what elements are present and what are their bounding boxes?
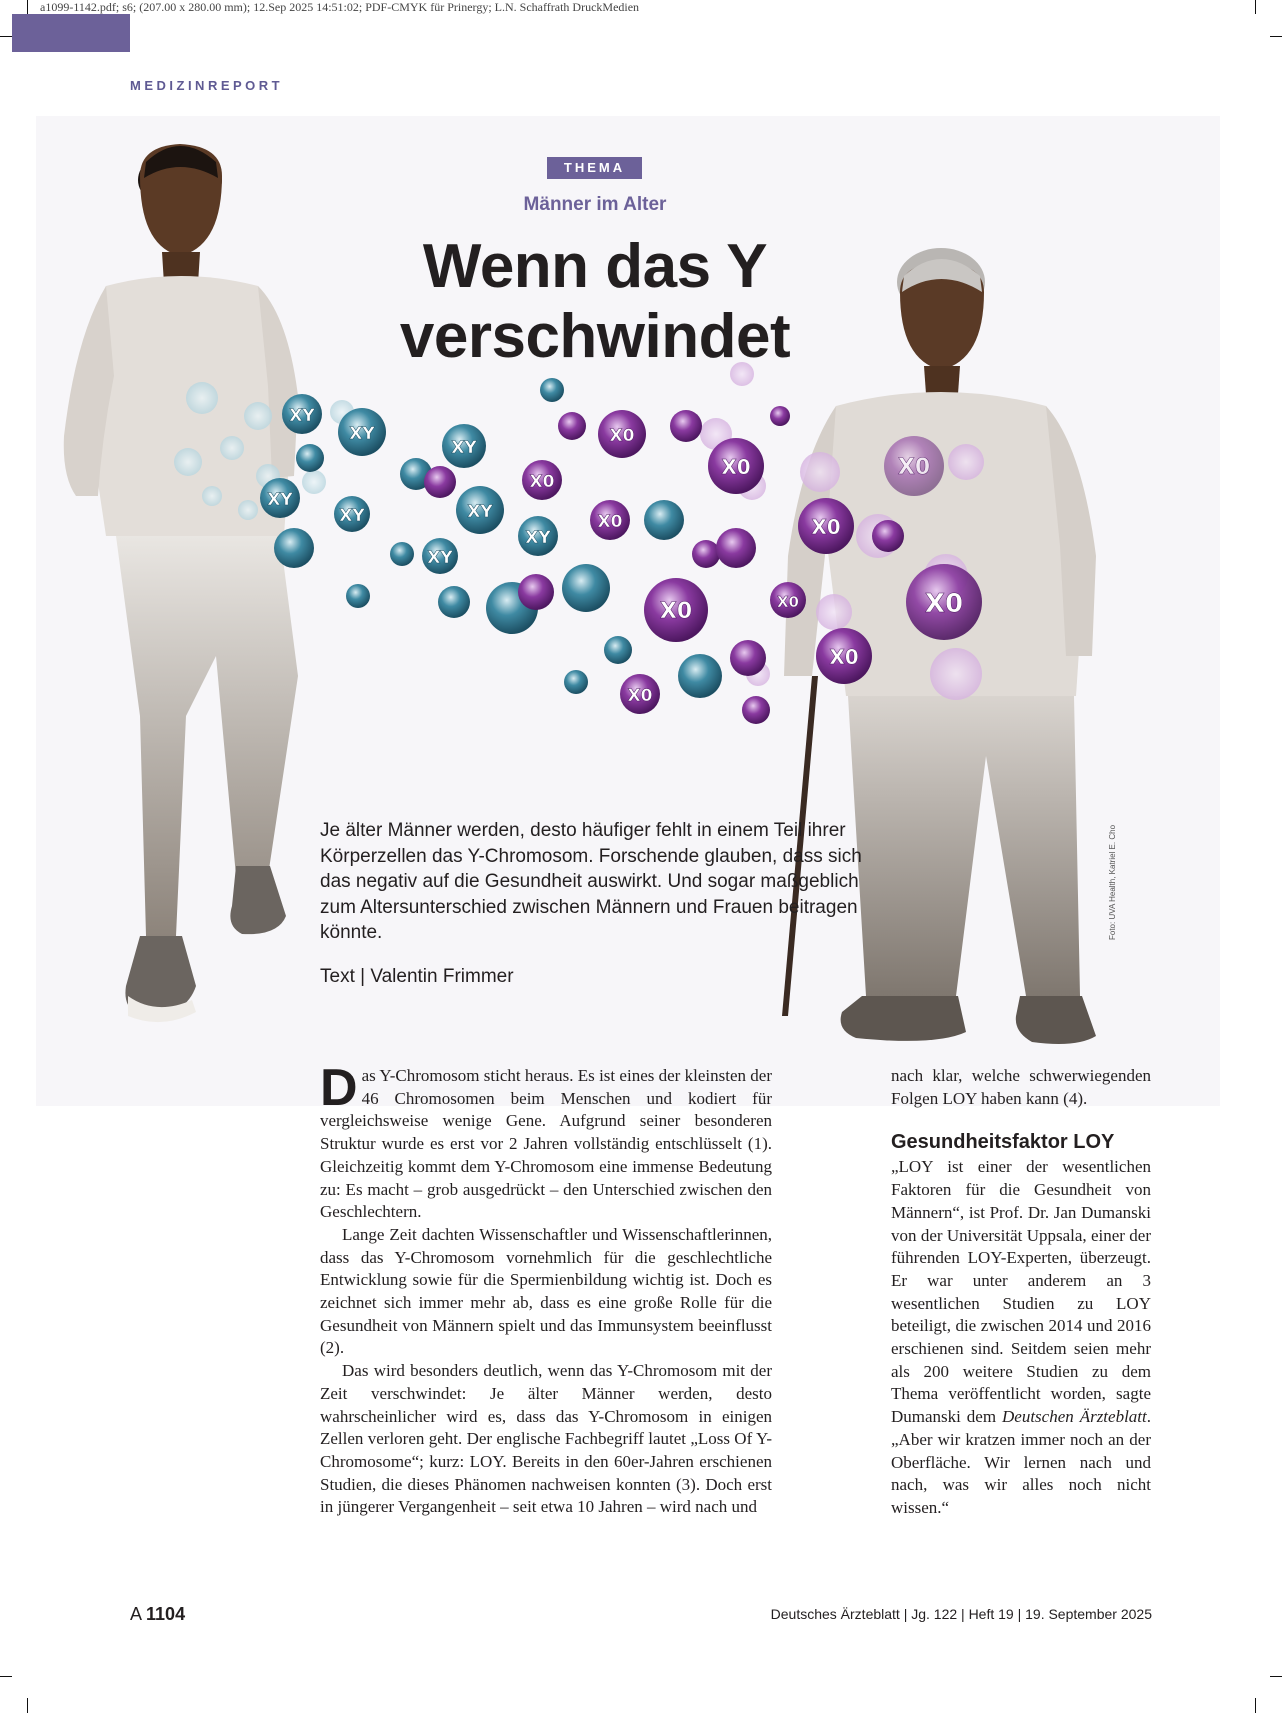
journal-info: Deutsches Ärzteblatt | Jg. 122 | Heft 19 | 19. September 2025 — [770, 1606, 1152, 1622]
headline-line-1: Wenn das Y — [422, 232, 768, 301]
crop-mark — [0, 36, 12, 37]
article-column-2 — [891, 1065, 1151, 1520]
svg-text:X0: X0 — [597, 512, 623, 532]
svg-text:X0: X0 — [529, 472, 555, 492]
paragraph-4-text-end: . „Aber wir kratzen immer noch an der Oberfläche. Wir lernen nach und nach, was wir alles noch nicht wissen.“ — [891, 1407, 1151, 1517]
svg-text:X0: X0 — [659, 599, 693, 624]
page-number-value: 1104 — [146, 1604, 186, 1624]
svg-text:X0: X0 — [609, 426, 635, 446]
crop-mark — [27, 0, 28, 14]
paragraph-4 — [891, 1156, 1151, 1519]
svg-text:X0: X0 — [811, 515, 841, 539]
section-label: MEDIZINREPORT — [130, 78, 284, 93]
svg-text:X0: X0 — [776, 593, 800, 611]
crop-mark — [1255, 1698, 1256, 1713]
photo-credit: Foto: UVA Health, Katriel E. Cho — [1108, 824, 1117, 940]
svg-text:X0: X0 — [627, 686, 653, 706]
svg-text:XY: XY — [467, 502, 493, 522]
journal-name-italic: Deutschen Ärzteblatt — [1002, 1407, 1147, 1427]
paragraph-1-text: as Y-Chromosom sticht heraus. Es ist eines der kleinsten der 46 Chromosomen beim Menschen und kodiert für vergleichsweise wenige Gene. Aufgrund seiner besonderen Struktur wurde es erst vor 2 Jahren vollständig entschlüsselt (1). Gleichzeitig kommt dem Y-Chromosom eine immense Bedeutung zu: Es macht – grob ausgedrückt – den Unterschied zwischen den Geschlechtern. — [320, 1066, 772, 1222]
lead-paragraph: Je älter Männer werden, desto häufiger fehlt in einem Teil ihrer Körperzellen das Y-Chromosom. Forschende glauben, dass sich das negativ auf die Gesundheit auswirkt. Und sogar maßgeblich zum Altersunterschied zwischen Männern und Frauen beitragen könnte. — [320, 820, 862, 943]
svg-text:XY: XY — [427, 548, 453, 568]
kicker: Männer im Alter — [523, 194, 667, 215]
svg-text:XY: XY — [267, 490, 293, 510]
svg-text:X0: X0 — [829, 645, 859, 669]
svg-text:XY: XY — [451, 438, 477, 458]
svg-text:XY: XY — [339, 506, 365, 526]
topic-tag: THEMA — [547, 157, 642, 179]
page-prefix: A — [130, 1604, 142, 1624]
paragraph-3: Das wird besonders deutlich, wenn das Y-Chromosom mit der Zeit verschwindet: Je älter Männer werden, desto wahrscheinlicher wird es, dass das Y-Chromosom in einigen Zellen verloren geht. Der englische Fachbegriff lautet „Loss Of Y-Chromosome“; kurz: LOY. Bereits in den 60er-Jahren erschienen Studien, die dieses Phänomen nachweisen konnten (3). Doch erst in jüngerer Vergangenheit – seit etwa 10 Jahren – wird nach und — [320, 1361, 772, 1517]
paragraph-1 — [320, 1059, 772, 1224]
paragraph-2: Lange Zeit dachten Wissenschaftler und Wissenschaftlerinnen, dass das Y-Chromosom vornehmlich für die geschlechtliche Entwicklung sowie für die Spermienbildung wichtig ist. Doch es zeichnet sich immer mehr ab, dass es eine große Rolle für die Gesundheit von Männern spielt und das Immunsystem beeinflusst (2). — [320, 1224, 772, 1358]
paragraph-4-text: „LOY ist einer der wesentlichen Faktoren für die Gesundheit von Männern“, ist Prof. Dr. Jan Dumanski von der Universität Uppsala, einer der führenden LOY-Experten, überzeugt. Er war unter anderem an 3 wesentlichen Studien zu LOY beteiligt, die zwischen 2014 und 2016 erschienen sind. Seitdem seien mehr als 200 weitere Studien zu dem Thema veröffentlicht worden, sagte Dumanski dem — [891, 1157, 1151, 1427]
subheading: Gesundheitsfaktor LOY — [891, 1131, 1115, 1154]
crop-mark — [1270, 1676, 1282, 1677]
headline — [340, 232, 850, 372]
svg-text:XY: XY — [525, 528, 551, 548]
svg-text:X0: X0 — [924, 589, 964, 619]
print-slug: a1099-1142.pdf; s6; (207.00 x 280.00 mm); 12.Sep 2025 14:51:02; PDF-CMYK für Prinergy; L.N. Schaffrath DruckMedien — [40, 0, 640, 14]
svg-text:X0: X0 — [721, 455, 751, 479]
svg-text:XY: XY — [289, 406, 315, 426]
young-man-figure — [64, 144, 298, 1022]
paragraph-3-continued: nach klar, welche schwerwiegenden Folgen LOY haben kann (4). — [891, 1066, 1151, 1108]
crop-mark — [1255, 0, 1256, 14]
byline: Text | Valentin Frimmer — [320, 966, 514, 987]
section-color-tab — [12, 14, 130, 52]
crop-mark — [0, 1676, 12, 1677]
drop-cap: D — [320, 1059, 358, 1117]
crop-mark — [27, 1698, 28, 1713]
svg-text:X0: X0 — [897, 455, 931, 480]
headline-line-2: verschwindet — [399, 302, 791, 371]
svg-text:XY: XY — [349, 424, 375, 444]
crop-mark — [1270, 36, 1282, 37]
article-column-1 — [320, 1059, 772, 1519]
page-number — [130, 1604, 185, 1625]
